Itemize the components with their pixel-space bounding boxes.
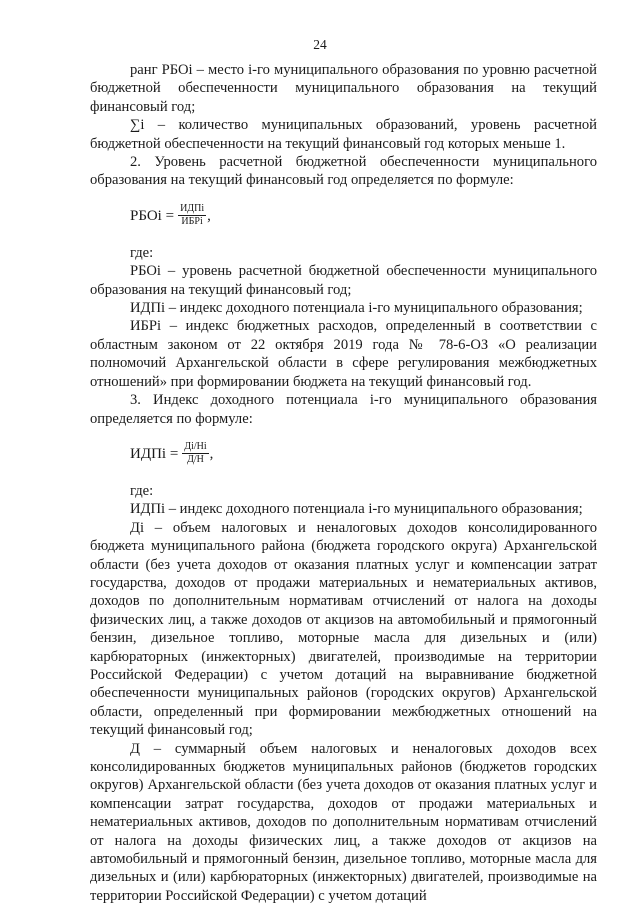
paragraph-sum-definition: ∑i – количество муниципальных образований, уровень расчетной бюджетной обеспеченности на текущий финансовый год которых меньше 1. <box>90 117 597 152</box>
paragraph-where-1: где: <box>130 244 154 261</box>
paragraph-item-3: 3. Индекс доходного потенциала i-го муниципального образования определяется по формуле: <box>90 392 597 427</box>
formula-idp <box>130 432 597 476</box>
paragraph-d-definition: Д – суммарный объем налоговых и неналоговых доходов всех консолидированных бюджетов муниципальных районов (бюджетов городских округов) Архангельской области (без учета доходов от оказания платных услуг и компенсации затрат государства, доходов от продажи материальных и нематериальных активов, доходов по дополнительным нормативам отчислений от налога на доходы физических лиц, а также доходов от акцизов на автомобильный и прямогонный бензин, дизельное топливо, моторные масла для дизельных и (или) карбюраторных (инжекторных) двигателей, производимые на территории Российской Федерации) с учетом дотаций <box>90 740 597 904</box>
formula-rbo-denominator: ИБРi <box>181 216 203 228</box>
page-number: 24 <box>313 37 327 52</box>
paragraph-where-2: где: <box>130 482 154 499</box>
paragraph-item-2: 2. Уровень расчетной бюджетной обеспеченности муниципального образования на текущий финансовый год определяется по формуле: <box>90 154 597 189</box>
formula-idp-denominator: Д/Н <box>187 454 204 466</box>
paragraph-di-definition: Дi – объем налоговых и неналоговых доходов консолидированного бюджета муниципального района (бюджета городского округа) Архангельской области (без учета доходов от оказания платных услуг и компенсации затрат государства, доходов от продажи материальных и нематериальных активов, доходов по дополнительным нормативам отчислений от налога на доходы физических лиц, а также доходов от акцизов на автомобильный и прямогонный бензин, дизельное топливо, моторные масла для дизельных и (или) карбюраторных (инжекторных) двигателей, производимые на территории Российской Федерации) с учетом дотаций на выравнивание бюджетной обеспеченности муниципальных районов (городских округов) Архангельской области, определенный при формировании межбюджетных отношений на текущий финансовый год; <box>90 519 597 739</box>
formula-rbo-lhs: РБОi = <box>130 207 175 224</box>
formula-rbo-fraction <box>178 203 206 228</box>
document-body <box>90 61 597 905</box>
paragraph-rbo-definition: РБОi – уровень расчетной бюджетной обеспеченности муниципального образования на текущий финансовый год; <box>90 263 597 298</box>
formula-idp-fraction <box>182 441 208 466</box>
formula-idp-numerator: Дi/Hi <box>184 441 207 453</box>
paragraph-rank-definition: ранг РБОi – место i-го муниципального образования по уровню расчетной бюджетной обеспеченности муниципального образования на текущий финансовый год; <box>90 62 597 115</box>
formula-rbo-tail: , <box>207 207 211 224</box>
formula-rbo-numerator: ИДПi <box>180 203 205 215</box>
paragraph-idp-definition: ИДПi – индекс доходного потенциала i-го муниципального образования; <box>130 300 583 317</box>
formula-rbo <box>130 194 597 238</box>
paragraph-idp-definition-2: ИДПi – индекс доходного потенциала i-го муниципального образования; <box>130 501 583 518</box>
formula-idp-tail: , <box>209 445 214 462</box>
paragraph-ibr-definition: ИБРi – индекс бюджетных расходов, определенный в соответствии с областным законом от 22 октября 2019 года № 78-6-ОЗ «О реализации полномочий Архангельской области в сфере регулирования межбюджетных отношений» при формировании бюджета на текущий финансовый год. <box>90 318 597 390</box>
formula-idp-lhs: ИДПi = <box>130 445 179 462</box>
